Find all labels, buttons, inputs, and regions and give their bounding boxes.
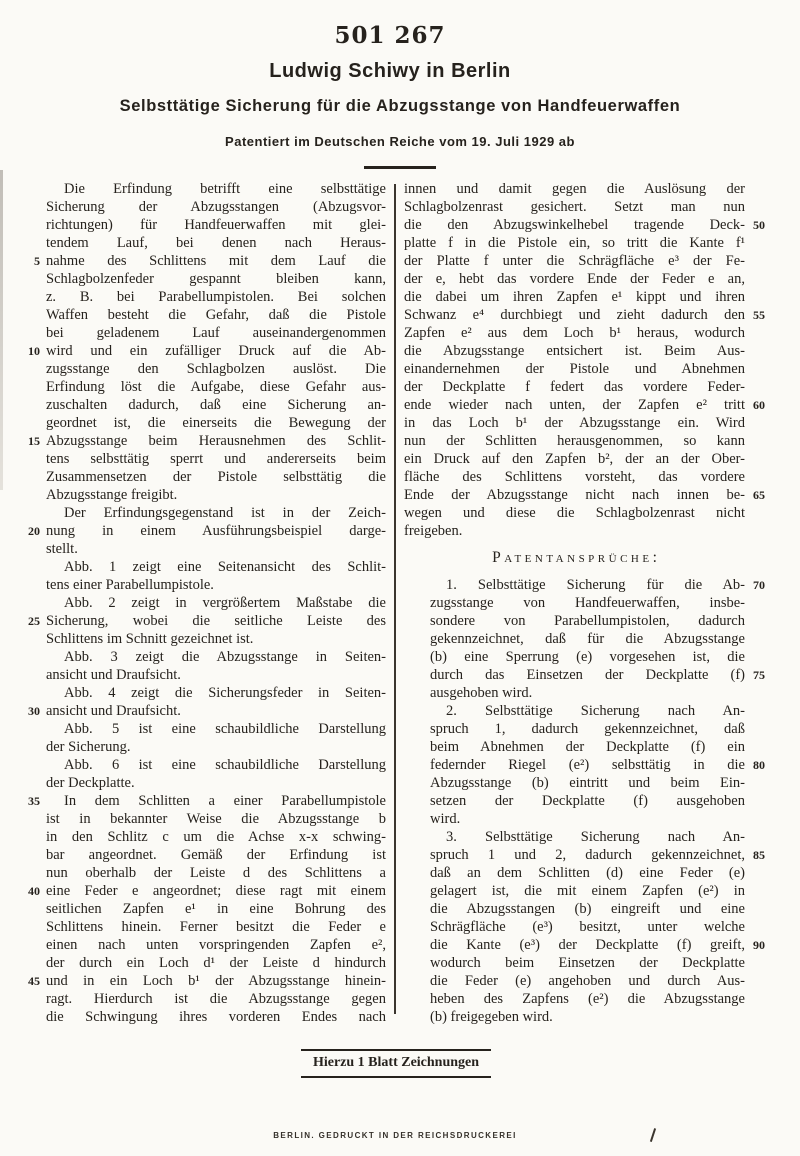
text-line: ansicht und Draufsicht. [46,703,181,719]
text-line: ragt. Hierdurch ist die Abzugsstange gegen [46,991,386,1007]
claims-block [430,576,745,1026]
patent-date-line: Patentiert im Deutschen Reiche vom 19. Juli 1929 ab [225,134,575,149]
text-line: durch das Einsetzen der Deckplatte (f) [430,667,745,683]
text-line: Schrägfläche (e³) besitzt, unter welche [430,919,745,935]
column-divider-rule [394,184,396,1014]
printer-imprint: BERLIN. GEDRUCKT IN DER REICHSDRUCKEREI [273,1131,517,1140]
text-line: in den Schlitz c um die Achse x-x schwing- [46,829,386,845]
text-line: der durch ein Loch d¹ der Leiste d hindurch [46,955,386,971]
text-line: der Deckplatte. [46,775,135,791]
text-line: einandernehmen der Pistole und Abnehmen [404,361,745,377]
text-line: ansicht und Draufsicht. [46,667,181,683]
text-line: nung in einem Ausführungsbeispiel darge- [46,523,386,539]
text-line: Abzugsstange (b) eintritt und beim Ein- [430,775,745,791]
right-column-body [404,180,745,540]
drawings-note: Hierzu 1 Blatt Zeichnungen [301,1049,491,1078]
text-line: richtungen) für Handfeuerwaffen mit glei- [46,217,386,233]
header-divider-rule [364,166,436,169]
text-line: Abb. 1 zeigt eine Seitenansicht des Schlit- [64,559,386,575]
line-number: 90 [753,938,765,952]
text-line: Schlagbolzenrast gesichert. Setzt man nun [404,199,745,215]
text-line: Abb. 6 ist eine schaubildliche Darstellung [64,757,386,773]
text-line: Abb. 5 ist eine schaubildliche Darstellung [64,721,386,737]
text-line: zuschalten dadurch, daß eine Sicherung an- [46,397,386,413]
text-line: wodurch beim Einsetzen der Deckplatte [430,955,745,971]
text-line: wird und ein zufälliger Druck auf die Ab- [46,343,386,359]
text-line: wird. [430,811,461,827]
text-line: und in ein Loch b¹ der Abzugsstange hinein- [46,973,386,989]
text-line: spruch 1 und 2, dadurch gekennzeichnet, [430,847,745,863]
text-line: 3. Selbsttätige Sicherung nach An- [446,829,745,845]
text-line: der e, hebt das vordere Ende der Feder e an, [404,271,745,287]
text-line: Zusammensetzen der Pistole selbsttätig die [46,469,386,485]
text-line: der Deckplatte f federt das vordere Feder- [404,379,745,395]
text-line: nun oberhalb der Leiste d des Schlittens a [46,865,386,881]
text-line: zugsstange von Handfeuerwaffen, insbe- [430,595,745,611]
line-number: 75 [753,668,765,682]
text-line: tens selbsttätig sperrt und andererseits beim [46,451,386,467]
line-number: 10 [28,344,40,358]
left-text-column [46,180,386,1026]
text-line: die dabei um ihren Zapfen e¹ kippt und ihren [404,289,745,305]
text-line: sondere von Parabellumpistolen, dadurch [430,613,745,629]
text-line: Zapfen e² aus dem Loch b¹ heraus, wodurch [404,325,745,341]
line-number: 50 [753,218,765,232]
text-line: die Abzugsstangen (b) eingreift und eine [430,901,745,917]
text-line: seitlichen Zapfen e¹ in eine Bohrung des [46,901,386,917]
text-line: ende wieder nach unten, der Zapfen e² tritt [404,397,745,413]
text-line: 1. Selbsttätige Sicherung für die Ab- [446,577,745,593]
text-line: Abzugsstange beim Herausnehmen des Schlit- [46,433,386,449]
text-line: federnder Riegel (e²) selbsttätig in die [430,757,745,773]
text-line: nahme des Schlittens mit dem Lauf die [46,253,386,269]
line-number: 60 [753,398,765,412]
text-line: nun der Schlitten herausgenommen, so kann [404,433,745,449]
line-number: 20 [28,524,40,538]
text-line: eine Feder e angeordnet; diese ragt mit einem [46,883,386,899]
text-line: zugsstange den Schlagbolzen auslöst. Die [46,361,386,377]
line-number: 80 [753,758,765,772]
line-number: 5 [34,254,40,268]
text-line: wegen und diese die Schlagbolzenrast nicht [404,505,745,521]
text-line: tendem Lauf, bei denen nach Heraus- [46,235,386,251]
text-line: Schlittens hinein. Ferner besitzt die Feder e [46,919,386,935]
text-line: Sicherung der Abzugsstangen (Abzugsvor- [46,199,386,215]
line-number: 65 [753,488,765,502]
line-number: 35 [28,794,40,808]
text-line: In dem Schlitten a einer Parabellumpistole [64,793,386,809]
text-line: innen und damit gegen die Auslösung der [404,181,745,197]
text-line: platte f in die Pistole ein, so tritt die Kante f¹ [404,235,745,251]
text-line: die Schwingung ihres vorderen Endes nach [46,1009,386,1025]
text-line: der Platte f unter die Schrägfläche e³ der Fe- [404,253,745,269]
line-number: 85 [753,848,765,862]
claims-heading: Patentansprüche: [492,549,661,566]
text-line: Waffen besteht die Gefahr, daß die Pistole [46,307,386,323]
text-line: Abb. 4 zeigt die Sicherungsfeder in Seiten- [64,685,386,701]
line-number: 25 [28,614,40,628]
text-line: freigeben. [404,523,463,539]
text-line: gelagert ist, die mit einem Zapfen (e²) in [430,883,745,899]
text-line: Sicherung, wobei die seitliche Leiste des [46,613,386,629]
text-line: Abzugsstange freigibt. [46,487,178,503]
text-line: einen nach unten vorspringenden Zapfen e², [46,937,386,953]
text-line: (b) eine Sperrung (e) vorgesehen ist, die [430,649,745,665]
text-line: Die Erfindung betrifft eine selbsttätige [64,181,386,197]
text-line: Schlagbolzenfeder gespannt bleiben kann, [46,271,386,287]
text-line: bei geladenem Lauf auseinandergenommen [46,325,386,341]
text-line: die den Abzugswinkelhebel tragende Deck- [404,217,745,233]
line-number: 15 [28,434,40,448]
text-line: setzen der Deckplatte (f) ausgehoben [430,793,745,809]
text-line: der Sicherung. [46,739,131,755]
text-line: Schlittens im Schnitt gezeichnet ist. [46,631,254,647]
text-line: (b) freigegeben wird. [430,1009,553,1025]
text-line: die Feder (e) angehoben und durch Aus- [430,973,745,989]
text-line: in das Loch b¹ der Abzugsstange ein. Wird [404,415,745,431]
text-line: ausgehoben wird. [430,685,533,701]
text-line: Abb. 3 zeigt die Abzugsstange in Seiten- [64,649,386,665]
patent-number: 501 267 [334,22,446,49]
text-line: heben des Zapfens (e²) die Abzugsstange [430,991,745,1007]
line-number: 55 [753,308,765,322]
text-line: die Kante (e³) der Deckplatte (f) greift, [430,937,745,953]
text-line: Ende der Abzugsstange nicht nach innen be- [404,487,745,503]
line-number: 40 [28,884,40,898]
text-line: 2. Selbsttätige Sicherung nach An- [446,703,745,719]
text-line: spruch 1, dadurch gekennzeichnet, daß [430,721,745,737]
patent-title: Selbsttätige Sicherung für die Abzugsstange von Handfeuerwaffen [119,97,681,115]
text-line: fläche des Schlittens vorsteht, das vordere [404,469,745,485]
text-line: gekennzeichnet, daß für die Abzugsstange [430,631,745,647]
text-line: z. B. bei Parabellumpistolen. Bei solchen [46,289,386,305]
inventor-name: Ludwig Schiwy in Berlin [269,60,511,82]
text-line: Schwanz e⁴ durchbiegt und zieht dadurch den [404,307,745,323]
text-line: Abb. 2 zeigt in vergrößertem Maßstabe die [64,595,386,611]
text-line: ist in bekannter Weise die Abzugsstange b [46,811,386,827]
right-text-column [404,180,745,1026]
text-line: stellt. [46,541,78,557]
text-line: Erfindung löst die Aufgabe, diese Gefahr aus- [46,379,386,395]
text-line: tens einer Parabellumpistole. [46,577,214,593]
line-number: 30 [28,704,40,718]
text-line: die Abzugsstange entsichert ist. Beim Aus- [404,343,745,359]
scan-edge-artifact [0,170,3,490]
text-line: Der Erfindungsgegenstand ist in der Zeich- [64,505,386,521]
line-number: 70 [753,578,765,592]
text-line: beim Abnehmen der Deckplatte (f) ein [430,739,745,755]
text-line: ein Druck auf den Zapfen b², der an der Ober- [404,451,745,467]
text-line: daß an dem Schlitten (d) eine Feder (e) [430,865,745,881]
text-line: geordnet ist, die einerseits die Bewegung der [46,415,386,431]
line-number: 45 [28,974,40,988]
text-line: bar angeordnet. Gemäß der Erfindung ist [46,847,386,863]
